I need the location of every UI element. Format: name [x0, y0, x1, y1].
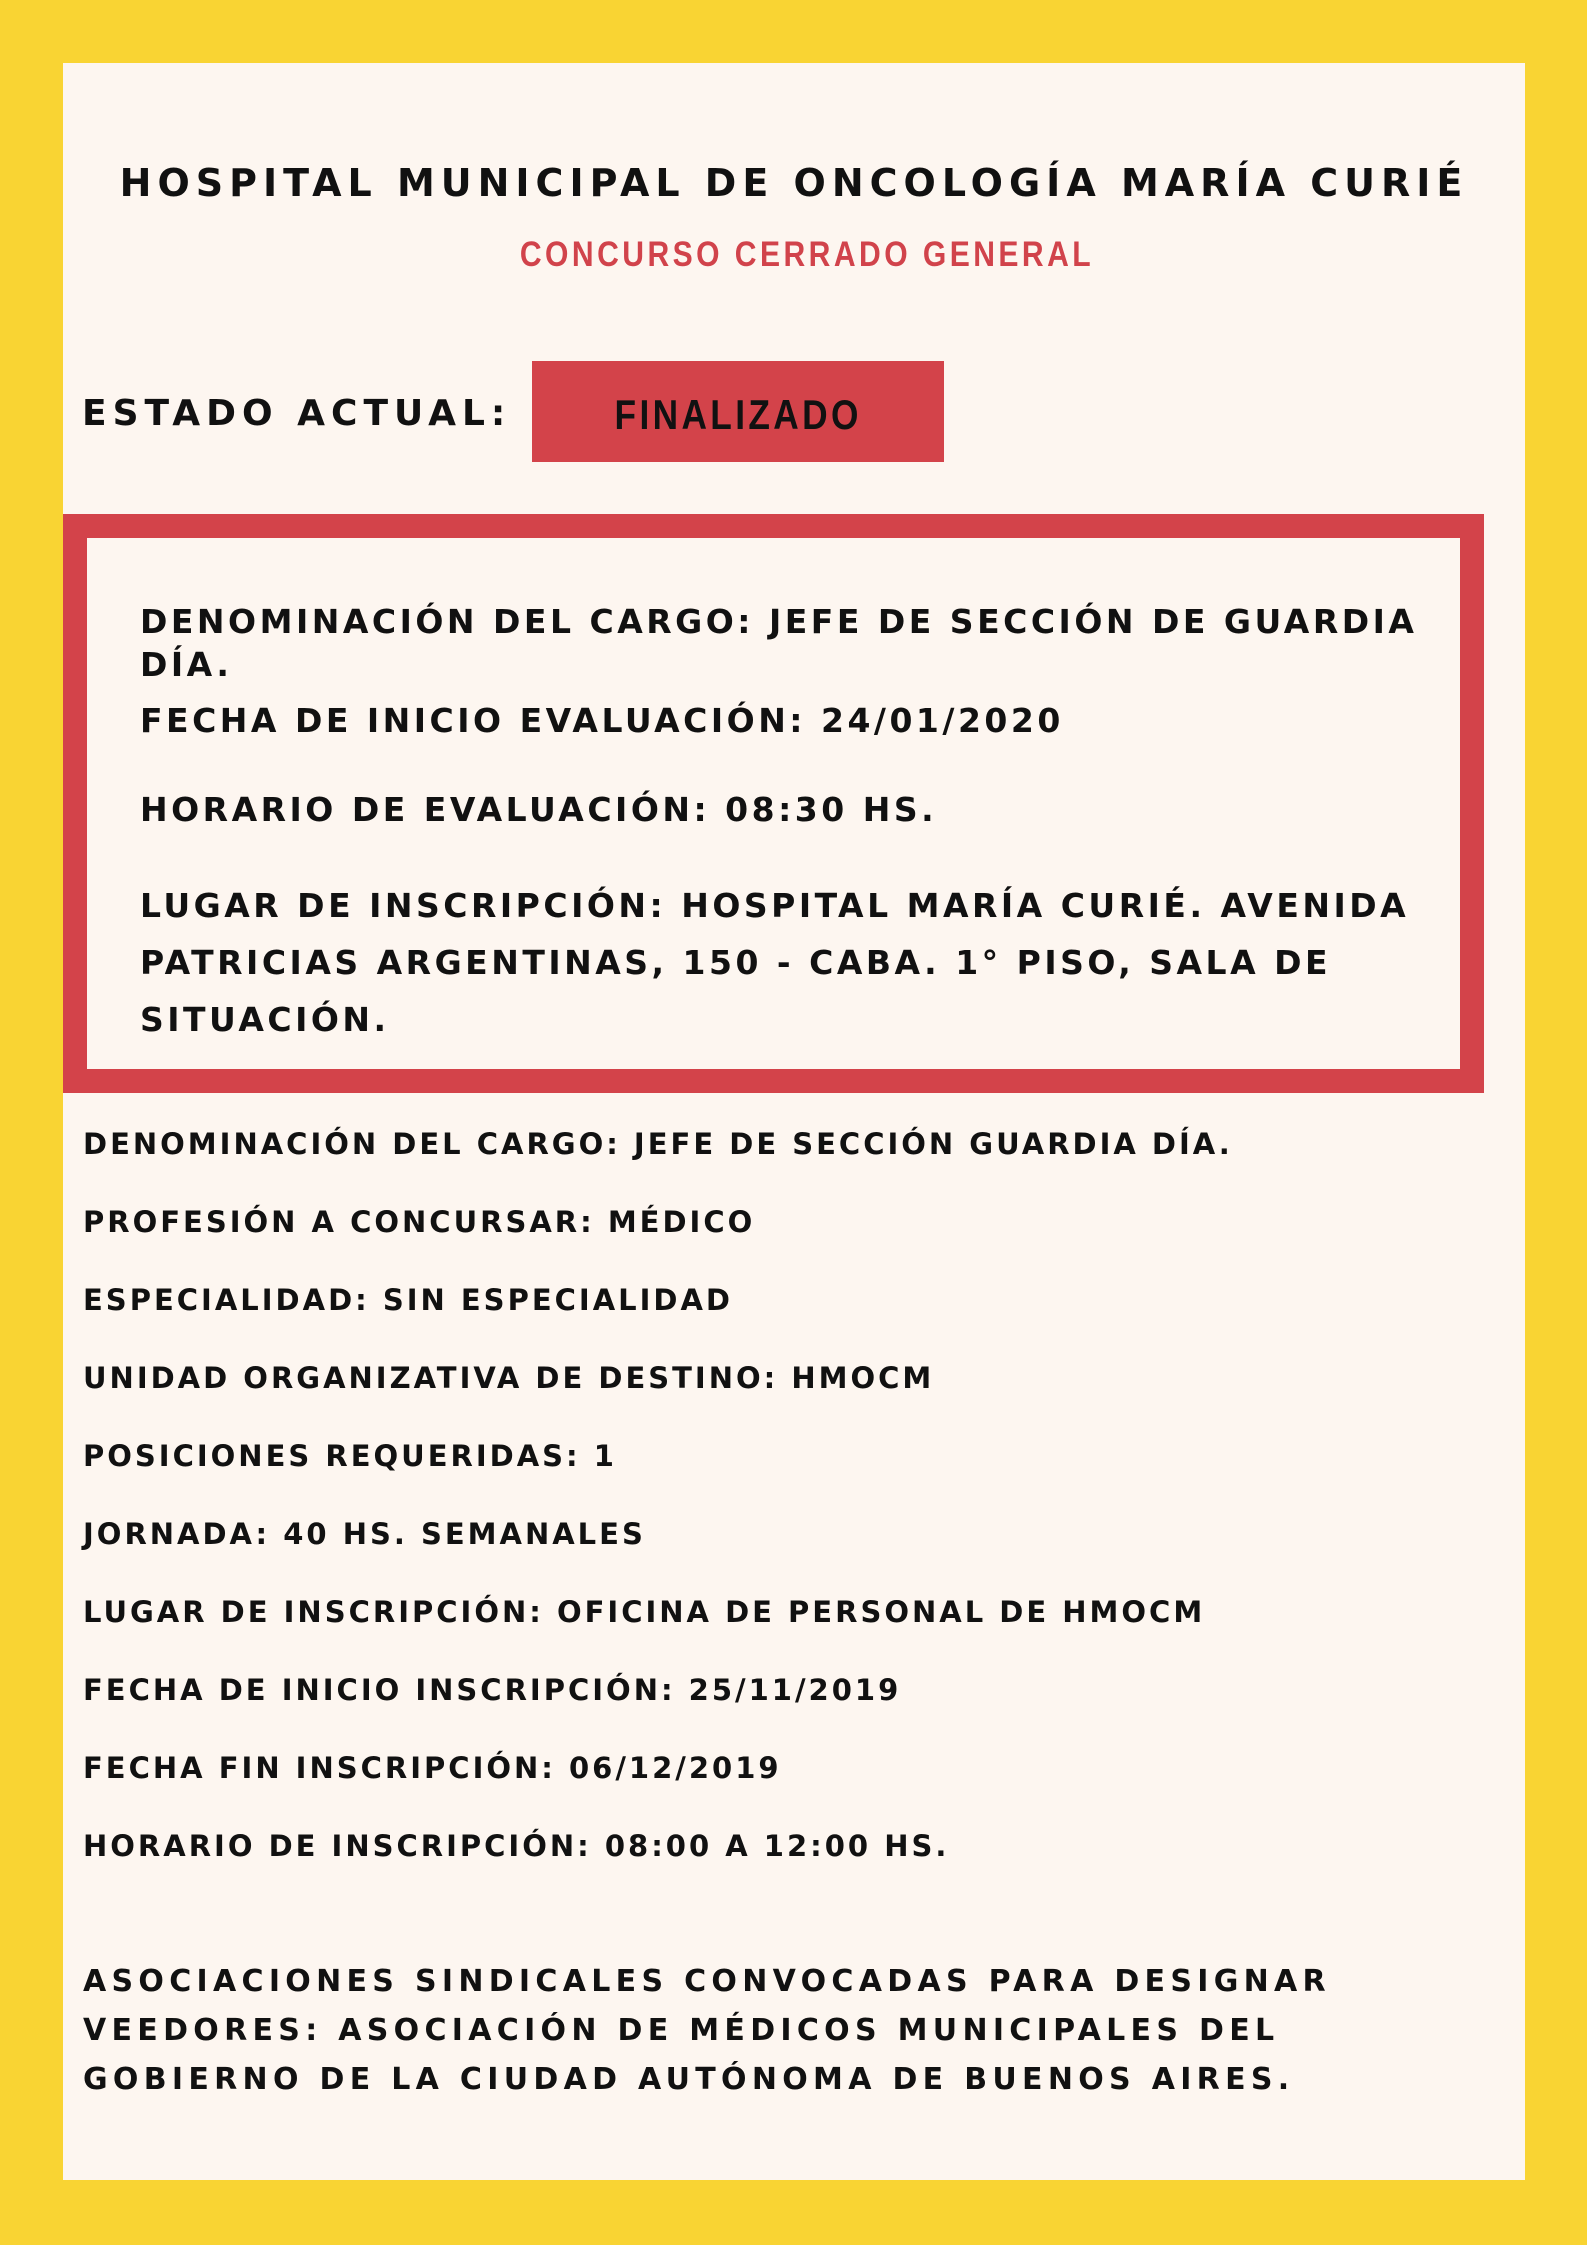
hospital-title: HOSPITAL MUNICIPAL DE ONCOLOGÍA MARÍA CURIÉ	[119, 161, 1469, 205]
evaluation-box-inner	[87, 538, 1460, 1069]
evaluation-registration-place: LUGAR DE INSCRIPCIÓN: HOSPITAL MARÍA CURIÉ. AVENIDA PATRICIAS ARGENTINAS, 150 - CABA. 1° PISO, SALA DE SITUACIÓN.	[140, 886, 1410, 1039]
detail-registration-place: LUGAR DE INSCRIPCIÓN: OFICINA DE PERSONAL DE HMOCM	[83, 1595, 1206, 1629]
union-associations: ASOCIACIONES SINDICALES CONVOCADAS PARA DESIGNAR VEEDORES: ASOCIACIÓN DE MÉDICOS MUNICIPALES DEL GOBIERNO DE LA CIUDAD AUTÓNOMA DE BUENOS AIRES.	[83, 1964, 1331, 2097]
evaluation-position-name: DENOMINACIÓN DEL CARGO: JEFE DE SECCIÓN DE GUARDIA DÍA.	[140, 602, 1418, 684]
notice-card	[63, 63, 1525, 2180]
detail-specialty: ESPECIALIDAD: SIN ESPECIALIDAD	[83, 1283, 734, 1317]
detail-work-schedule: JORNADA: 40 HS. SEMANALES	[83, 1517, 646, 1551]
status-badge	[532, 361, 944, 462]
detail-registration-end: FECHA FIN INSCRIPCIÓN: 06/12/2019	[83, 1751, 782, 1785]
contest-type: CONCURSO CERRADO GENERAL	[519, 235, 1095, 274]
status-value: FINALIZADO	[614, 390, 862, 438]
detail-position-name: DENOMINACIÓN DEL CARGO: JEFE DE SECCIÓN GUARDIA DÍA.	[83, 1127, 1233, 1161]
detail-organizational-unit: UNIDAD ORGANIZATIVA DE DESTINO: HMOCM	[83, 1361, 935, 1395]
detail-registration-hours: HORARIO DE INSCRIPCIÓN: 08:00 A 12:00 HS.	[83, 1829, 950, 1863]
detail-positions-required: POSICIONES REQUERIDAS: 1	[83, 1439, 617, 1473]
evaluation-time: HORARIO DE EVALUACIÓN: 08:30 HS.	[140, 790, 938, 829]
evaluation-start-date: FECHA DE INICIO EVALUACIÓN: 24/01/2020	[140, 701, 1064, 740]
status-label: ESTADO ACTUAL:	[82, 393, 512, 434]
detail-registration-start: FECHA DE INICIO INSCRIPCIÓN: 25/11/2019	[83, 1673, 902, 1707]
evaluation-box	[63, 514, 1484, 1093]
detail-profession: PROFESIÓN A CONCURSAR: MÉDICO	[83, 1205, 756, 1239]
